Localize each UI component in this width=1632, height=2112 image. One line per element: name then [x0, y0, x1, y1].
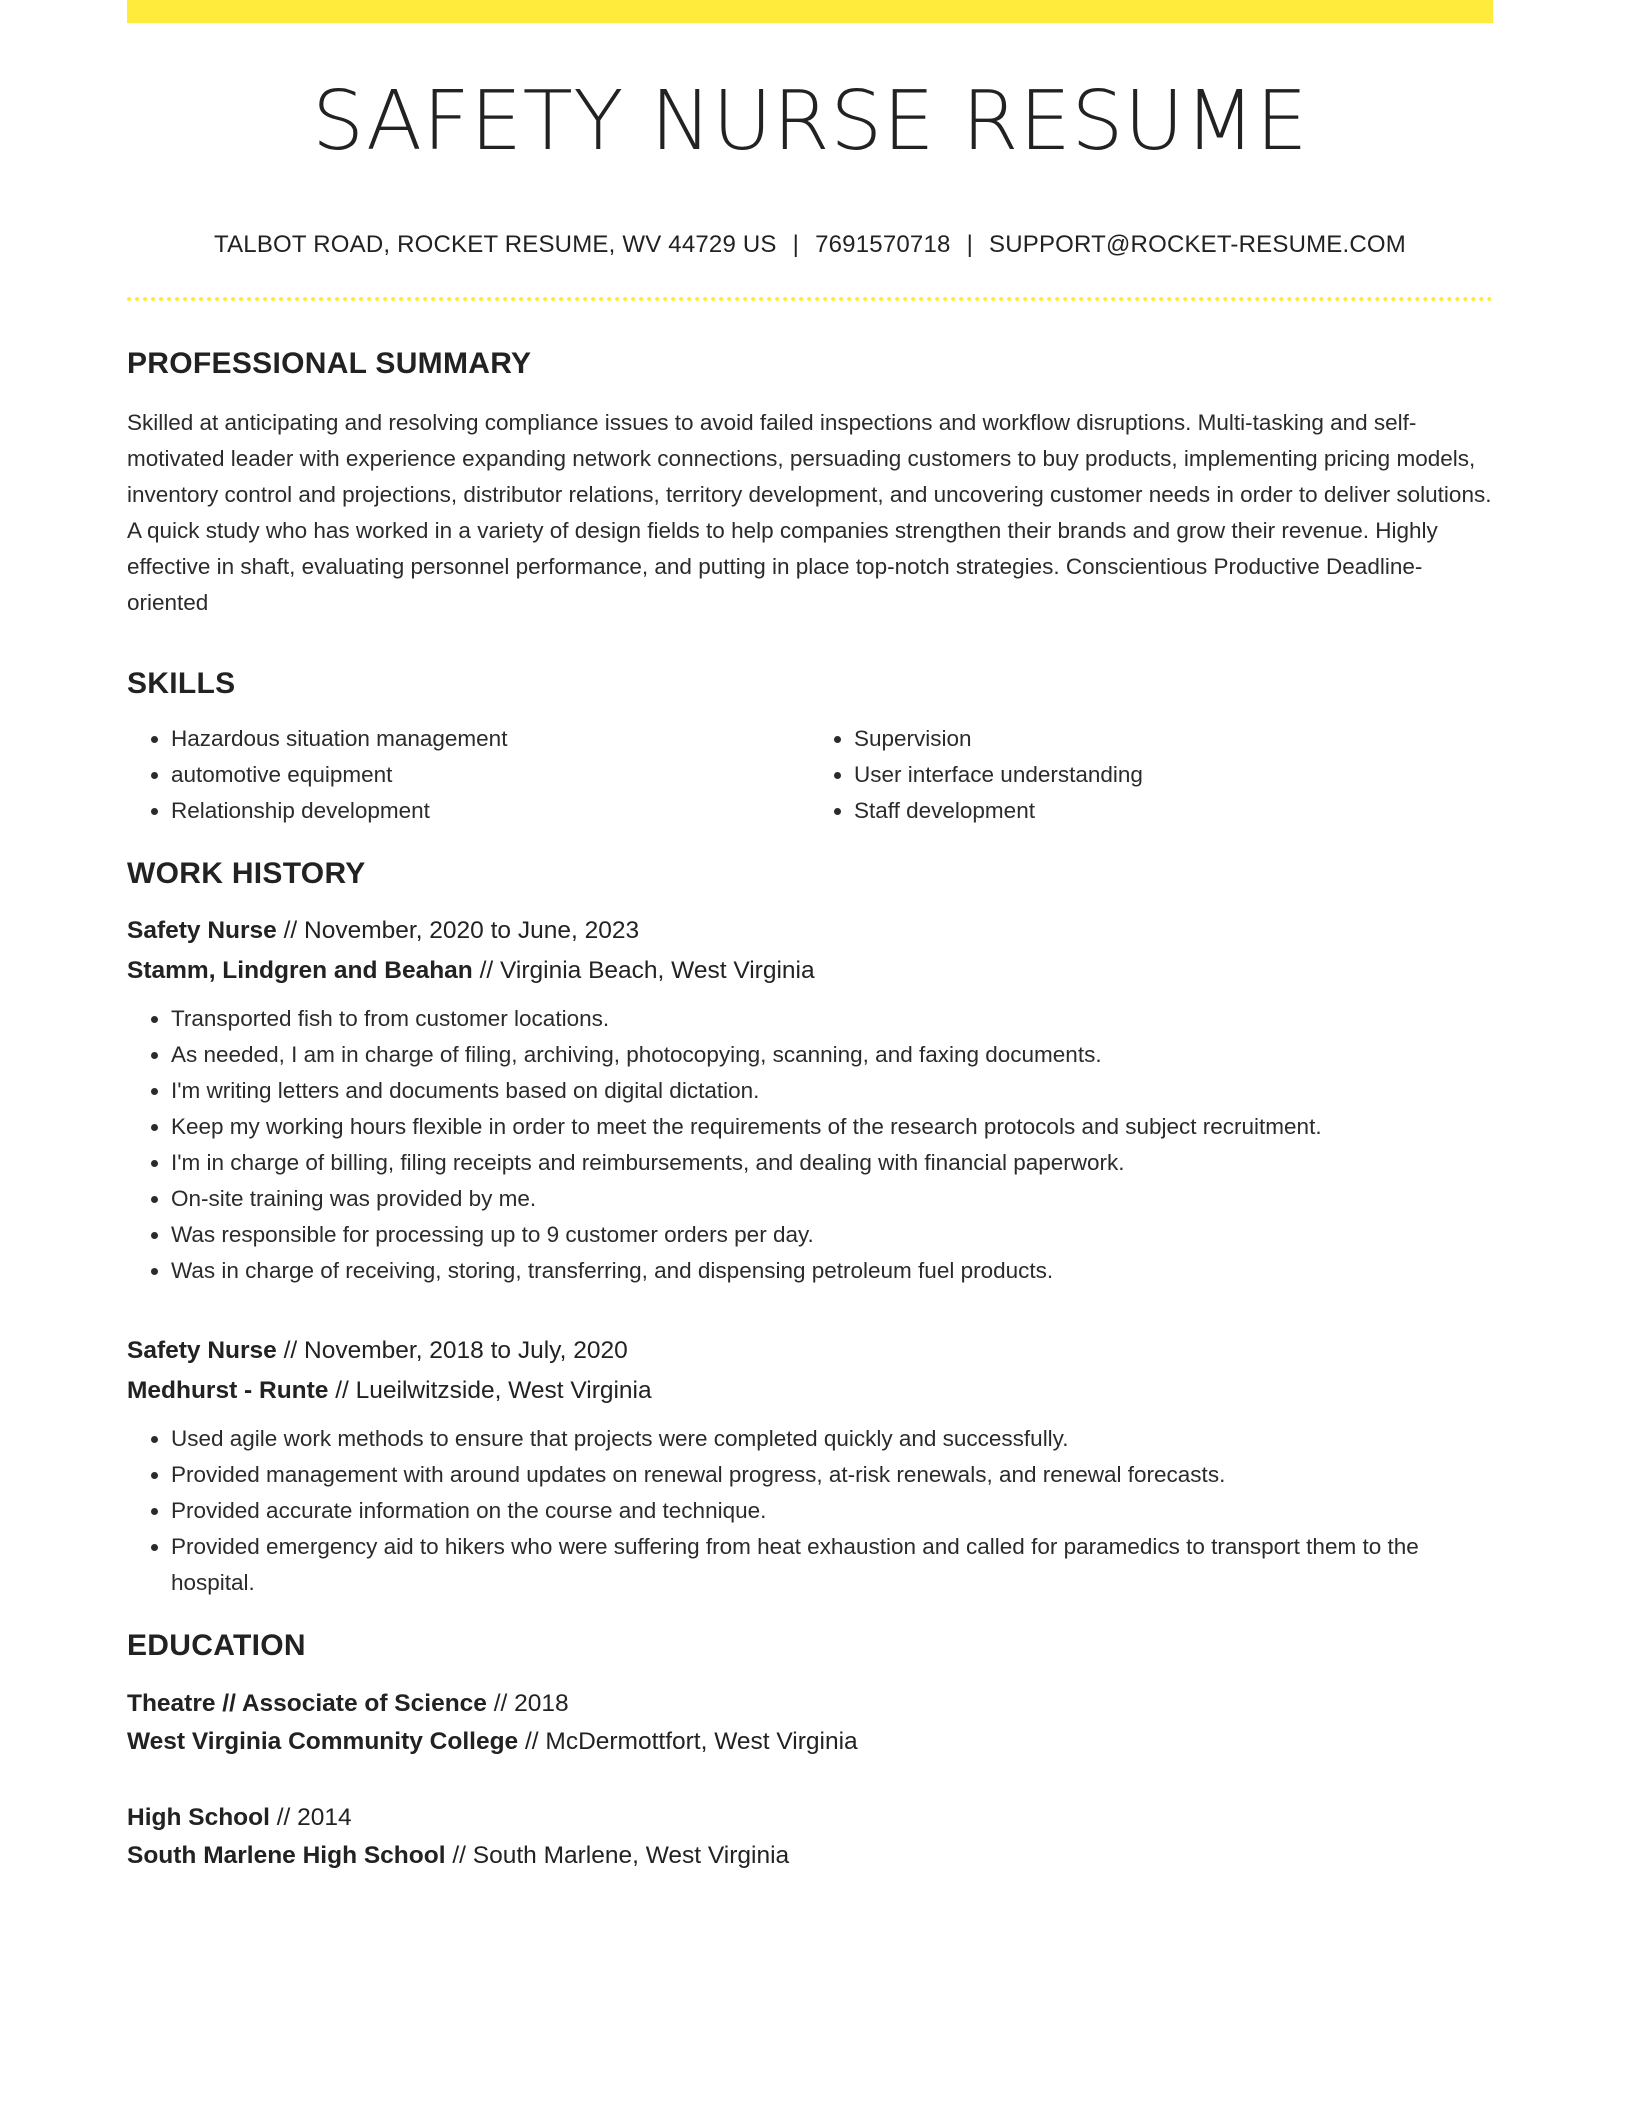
contact-separator: |	[792, 231, 800, 258]
job-duty: • On-site training was provided by me.	[171, 1181, 1493, 1217]
skill-item: • automotive equipment	[171, 757, 810, 793]
work-heading: WORK HISTORY	[127, 857, 366, 890]
education-location: // South Marlene, West Virginia	[452, 1842, 790, 1869]
education-location: // McDermottfort, West Virginia	[524, 1728, 858, 1755]
job-location: // Virginia Beach, West Virginia	[479, 957, 815, 984]
education-entry	[127, 1799, 1493, 1875]
job-duty: • As needed, I am in charge of filing, archiving, photocopying, scanning, and faxing documents.	[171, 1037, 1493, 1073]
job-company: Medhurst - Runte	[127, 1377, 329, 1404]
job-dates: // November, 2020 to June, 2023	[283, 917, 640, 944]
education-school-line	[127, 1723, 1493, 1761]
skills-list	[127, 721, 1493, 829]
contact-address: TALBOT ROAD, ROCKET RESUME, WV 44729 US	[214, 231, 777, 258]
job-duty: • Provided emergency aid to hikers who were suffering from heat exhaustion and called for paramedics to transport them to the hospital.	[171, 1529, 1493, 1601]
job-duty: • I'm in charge of billing, filing receipts and reimbursements, and dealing with financial paperwork.	[171, 1145, 1493, 1181]
contact-phone: 7691570718	[815, 231, 951, 258]
accent-bar	[127, 0, 1493, 23]
resume-title: SAFETY NURSE RESUME	[311, 74, 1309, 169]
job-entry	[127, 1331, 1493, 1601]
education-degree: Theatre // Associate of Science	[127, 1690, 487, 1717]
education-school: South Marlene High School	[127, 1842, 446, 1869]
job-location: // Lueilwitzside, West Virginia	[335, 1377, 652, 1404]
education-degree-line	[127, 1685, 1493, 1723]
job-company: Stamm, Lindgren and Beahan	[127, 957, 473, 984]
education-degree: High School	[127, 1804, 270, 1831]
job-title-line	[127, 1331, 1493, 1371]
job-duty: • I'm writing letters and documents based on digital dictation.	[171, 1073, 1493, 1109]
skill-item: • Staff development	[854, 793, 1493, 829]
job-title: Safety Nurse	[127, 1337, 277, 1364]
contact-line	[127, 231, 1493, 259]
job-duty: • Was responsible for processing up to 9 customer orders per day.	[171, 1217, 1493, 1253]
job-duties	[127, 1421, 1493, 1601]
job-title: Safety Nurse	[127, 917, 277, 944]
skills-column-left	[127, 721, 810, 829]
contact-email: SUPPORT@ROCKET-RESUME.COM	[989, 231, 1406, 258]
dotted-divider	[127, 297, 1493, 301]
job-duty: • Was in charge of receiving, storing, transferring, and dispensing petroleum fuel products.	[171, 1253, 1493, 1289]
job-duty: • Provided management with around updates on renewal progress, at-risk renewals, and renewal forecasts.	[171, 1457, 1493, 1493]
skill-item: • Relationship development	[171, 793, 810, 829]
skills-heading: SKILLS	[127, 667, 236, 700]
job-duty: • Used agile work methods to ensure that projects were completed quickly and successfully.	[171, 1421, 1493, 1457]
job-duty: • Keep my working hours flexible in order to meet the requirements of the research protocols and subject recruitment.	[171, 1109, 1493, 1145]
education-school-line	[127, 1837, 1493, 1875]
contact-separator: |	[966, 231, 973, 258]
job-company-line	[127, 951, 1493, 991]
job-company-line	[127, 1371, 1493, 1411]
education-year: // 2018	[493, 1690, 569, 1717]
summary-heading: PROFESSIONAL SUMMARY	[127, 347, 532, 380]
resume-page	[127, 0, 1493, 1875]
education-year: // 2014	[276, 1804, 352, 1831]
job-duties	[127, 1001, 1493, 1289]
skill-item: • Supervision	[854, 721, 1493, 757]
job-dates: // November, 2018 to July, 2020	[283, 1337, 628, 1364]
education-degree-line	[127, 1799, 1493, 1837]
education-heading: EDUCATION	[127, 1629, 306, 1662]
education-entry	[127, 1685, 1493, 1761]
job-duty: • Provided accurate information on the course and technique.	[171, 1493, 1493, 1529]
skill-item: • User interface understanding	[854, 757, 1493, 793]
education-school: West Virginia Community College	[127, 1728, 519, 1755]
skills-column-right	[810, 721, 1493, 829]
skill-item: • Hazardous situation management	[171, 721, 810, 757]
job-duty: • Transported fish to from customer locations.	[171, 1001, 1493, 1037]
job-title-line	[127, 911, 1493, 951]
job-entry	[127, 911, 1493, 1289]
summary-text: Skilled at anticipating and resolving compliance issues to avoid failed inspections and workflow disruptions. Multi-tasking and self-motivated leader with experience expanding network connections, persuading customers to buy products, implementing pricing models, inventory control and projections, distributor relations, territory development, and uncovering customer needs in order to deliver solutions. A quick study who has worked in a variety of design fields to help companies strengthen their brands and grow their revenue. Highly effective in shaft, evaluating personnel performance, and putting in place top-notch strategies. Conscientious Productive Deadline-oriented	[127, 410, 1492, 615]
